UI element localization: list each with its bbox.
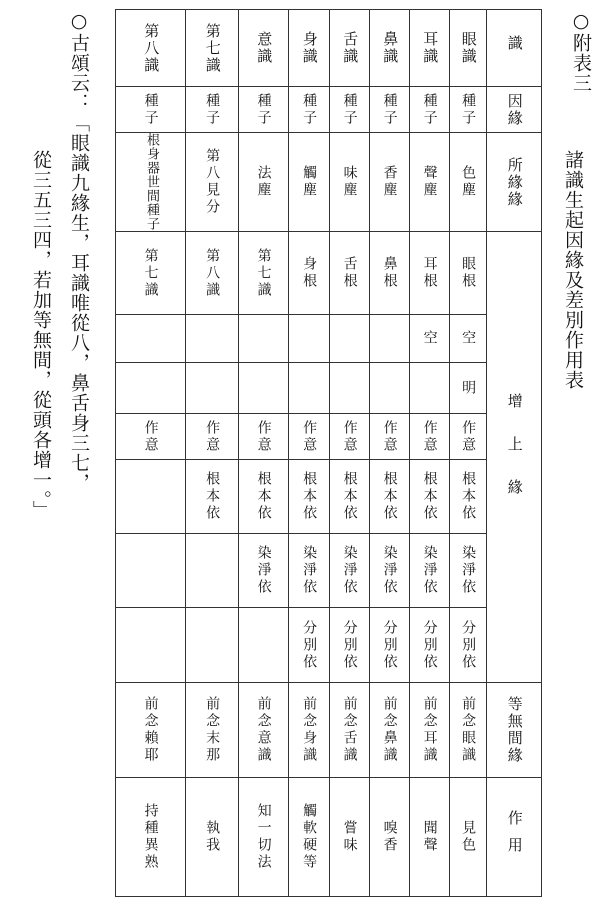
cell-text: 染淨依	[255, 545, 272, 596]
cell	[116, 232, 186, 315]
cell-text: 分別依	[460, 619, 477, 671]
cell	[410, 778, 450, 897]
cell-text: 前念身識	[301, 696, 318, 764]
cell	[450, 315, 487, 363]
cell-text: 聲塵	[421, 165, 438, 199]
cell-text: 分別依	[301, 619, 318, 671]
cell-text: 根本依	[341, 471, 358, 522]
cell-text: 空	[421, 330, 438, 347]
cell-text: 染淨依	[341, 545, 358, 596]
cell	[116, 608, 186, 683]
cell-text: 前念鼻識	[381, 696, 398, 764]
cell-text: 種子	[301, 92, 318, 127]
cell	[116, 534, 186, 608]
cell-text: 見色	[460, 820, 477, 854]
cell	[289, 363, 330, 414]
row-header-shoen_en-text: 所緣緣	[505, 156, 524, 208]
cell	[330, 534, 370, 608]
cell-text: 身識	[300, 31, 319, 65]
cell-text: 持種異熟	[142, 803, 159, 871]
cell	[450, 133, 487, 232]
cell-text: 身根	[301, 256, 318, 290]
cell	[410, 414, 450, 460]
cell	[450, 363, 487, 414]
cell	[410, 87, 450, 133]
dominant-row-3	[116, 363, 542, 414]
cell	[410, 460, 450, 534]
cell	[330, 10, 370, 87]
cell	[370, 315, 410, 363]
cell	[289, 414, 330, 460]
cell	[289, 87, 330, 133]
cell	[289, 232, 330, 315]
cell	[186, 778, 239, 897]
cell-text: 作意	[381, 419, 398, 454]
cell	[186, 460, 239, 534]
cell	[289, 10, 330, 87]
cell-text: 分別依	[341, 619, 358, 671]
cell	[289, 608, 330, 683]
cell-text: 根本依	[255, 471, 272, 522]
cell	[450, 778, 487, 897]
header-row	[116, 10, 542, 87]
cell-text: 耳識	[421, 31, 440, 65]
cell-text: 染淨依	[381, 545, 398, 596]
cell	[370, 10, 410, 87]
row-header-tomuken_en	[487, 683, 542, 778]
cell	[450, 10, 487, 87]
cell-text: 種子	[381, 92, 398, 127]
cell	[450, 87, 487, 133]
cell	[410, 683, 450, 778]
cell	[116, 778, 186, 897]
cell-text: 種子	[421, 92, 438, 127]
cell-text: 第七識	[203, 22, 222, 74]
immediate-row	[116, 683, 542, 778]
cell-text: 法塵	[255, 165, 272, 199]
cell-text: 嗅香	[381, 820, 398, 854]
cell	[239, 87, 289, 133]
cause-row	[116, 87, 542, 133]
cell	[116, 460, 186, 534]
cell	[186, 608, 239, 683]
consciousness-table	[115, 9, 542, 897]
cell	[370, 534, 410, 608]
cell-text: 根本依	[421, 471, 438, 522]
dominant-row-2	[116, 315, 542, 363]
cell-text: 色塵	[460, 165, 477, 199]
cell-text: 分別依	[381, 619, 398, 671]
cell	[289, 778, 330, 897]
cell	[330, 460, 370, 534]
cell-text: 根身器世間種子	[143, 133, 159, 231]
cell-text: 味塵	[341, 165, 358, 199]
cell	[239, 683, 289, 778]
function-row	[116, 778, 542, 897]
cell	[450, 414, 487, 460]
cell-text: 第八識	[204, 247, 221, 299]
verse-line-1: ○古頌云：「眼識九緣生，耳識唯從八，鼻舌身三七，	[68, 10, 90, 493]
cell	[239, 608, 289, 683]
cell	[370, 460, 410, 534]
cell	[239, 534, 289, 608]
cell	[370, 87, 410, 133]
cell-text: 種子	[142, 92, 159, 127]
cell	[330, 778, 370, 897]
cell-text: 聞聲	[421, 820, 438, 854]
cell	[410, 133, 450, 232]
cell	[289, 133, 330, 232]
cell-text: 眼根	[460, 256, 477, 290]
cell	[116, 683, 186, 778]
cell	[289, 315, 330, 363]
cell-text: 種子	[341, 92, 358, 127]
cell-text: 根本依	[301, 471, 318, 522]
cell	[239, 778, 289, 897]
cell	[370, 414, 410, 460]
cell	[450, 683, 487, 778]
cell	[116, 10, 186, 87]
cell	[116, 414, 186, 460]
cell-text: 知一切法	[255, 803, 272, 871]
row-header-sayo-text: 作用	[505, 810, 524, 864]
cell	[370, 363, 410, 414]
dominant-row-1	[116, 232, 542, 315]
cell	[186, 232, 239, 315]
cell	[186, 133, 239, 232]
cell	[410, 10, 450, 87]
cell-text: 前念賴耶	[142, 696, 159, 764]
row-header-shiki-text: 識	[505, 34, 524, 62]
cell-text: 作意	[301, 419, 318, 454]
object-row	[116, 133, 542, 232]
table-number: ○附表三	[570, 10, 592, 93]
cell	[410, 315, 450, 363]
cell	[370, 683, 410, 778]
cell	[370, 778, 410, 897]
cell	[186, 87, 239, 133]
cell-text: 作意	[460, 419, 477, 454]
cell-text: 作意	[421, 419, 438, 454]
row-header-zojo_en-text: 增上緣	[505, 392, 524, 522]
cell	[289, 683, 330, 778]
cell	[186, 534, 239, 608]
cell	[370, 608, 410, 683]
cell	[116, 133, 186, 232]
row-header-tomuken_en-text: 等無間緣	[505, 696, 524, 764]
cell-text: 作意	[341, 419, 358, 454]
cell	[410, 363, 450, 414]
verse-line-2: 從三五三四，若加等無間，從頭各增一。」	[30, 150, 52, 521]
cell	[186, 315, 239, 363]
cell	[186, 414, 239, 460]
cell-text: 執我	[204, 820, 221, 854]
cell	[116, 87, 186, 133]
cell	[450, 232, 487, 315]
row-header-shoen_en	[487, 133, 542, 232]
cell	[410, 608, 450, 683]
cell	[239, 232, 289, 315]
cell-text: 第七識	[255, 247, 272, 299]
row-header-in_en	[487, 87, 542, 133]
dominant-row-7	[116, 608, 542, 683]
cell	[239, 315, 289, 363]
cell	[450, 608, 487, 683]
cell-text: 染淨依	[301, 545, 318, 596]
cell-text: 觸塵	[301, 165, 318, 199]
cell-text: 作意	[204, 419, 221, 454]
cell-text: 作意	[255, 419, 272, 454]
cell-text: 嘗味	[341, 820, 358, 854]
dominant-row-6	[116, 534, 542, 608]
cell	[289, 460, 330, 534]
cell-text: 種子	[255, 92, 272, 127]
cell-text: 耳根	[421, 256, 438, 290]
row-header-zojo_en	[487, 232, 542, 683]
cell-text: 前念舌識	[341, 696, 358, 764]
cell	[410, 232, 450, 315]
cell-text: 意識	[255, 31, 274, 65]
cell	[410, 534, 450, 608]
row-header-in_en-text: 因緣	[505, 92, 524, 127]
cell	[186, 10, 239, 87]
cell	[239, 133, 289, 232]
cell	[330, 133, 370, 232]
cell-text: 種子	[460, 92, 477, 127]
cell	[330, 414, 370, 460]
row-header-sayo	[487, 778, 542, 897]
cell-text: 觸軟硬等	[301, 803, 318, 871]
cell-text: 根本依	[460, 471, 477, 522]
cell-text: 前念末那	[204, 696, 221, 764]
cell-text: 舌識	[341, 31, 360, 65]
cell-text: 香塵	[381, 165, 398, 199]
cell	[450, 460, 487, 534]
cell	[239, 363, 289, 414]
cell-text: 第八識	[142, 22, 161, 74]
cell-text: 種子	[204, 92, 221, 127]
cell	[330, 608, 370, 683]
cell	[370, 232, 410, 315]
cell-text: 染淨依	[421, 545, 438, 596]
cell	[330, 87, 370, 133]
cell	[239, 10, 289, 87]
cell-text: 作意	[142, 419, 159, 454]
cell	[330, 683, 370, 778]
cell	[330, 315, 370, 363]
cell	[116, 363, 186, 414]
cell-text: 明	[460, 379, 477, 397]
cell	[186, 363, 239, 414]
cell-text: 鼻根	[381, 256, 398, 290]
cell	[116, 315, 186, 363]
cell-text: 眼識	[459, 31, 478, 65]
cell-text: 根本依	[381, 471, 398, 522]
cell	[289, 534, 330, 608]
cell	[186, 683, 239, 778]
cell-text: 分別依	[421, 619, 438, 671]
cell-text: 前念耳識	[421, 696, 438, 764]
cell-text: 前念眼識	[460, 696, 477, 764]
cell-text: 前念意識	[255, 696, 272, 764]
cell-text: 第七識	[142, 247, 159, 299]
table-title: 諸識生起因緣及差別作用表	[562, 150, 584, 390]
cell	[239, 414, 289, 460]
cell	[330, 232, 370, 315]
cell-text: 染淨依	[460, 545, 477, 596]
dominant-row-5	[116, 460, 542, 534]
cell-text: 第八見分	[204, 148, 221, 216]
cell	[330, 363, 370, 414]
cell-text: 鼻識	[381, 31, 400, 65]
cell	[450, 534, 487, 608]
cell	[370, 133, 410, 232]
cell-text: 舌根	[341, 256, 358, 290]
row-header-shiki	[487, 10, 542, 87]
cell-text: 空	[460, 330, 477, 347]
cell	[239, 460, 289, 534]
dominant-row-4	[116, 414, 542, 460]
cell-text: 根本依	[204, 471, 221, 522]
